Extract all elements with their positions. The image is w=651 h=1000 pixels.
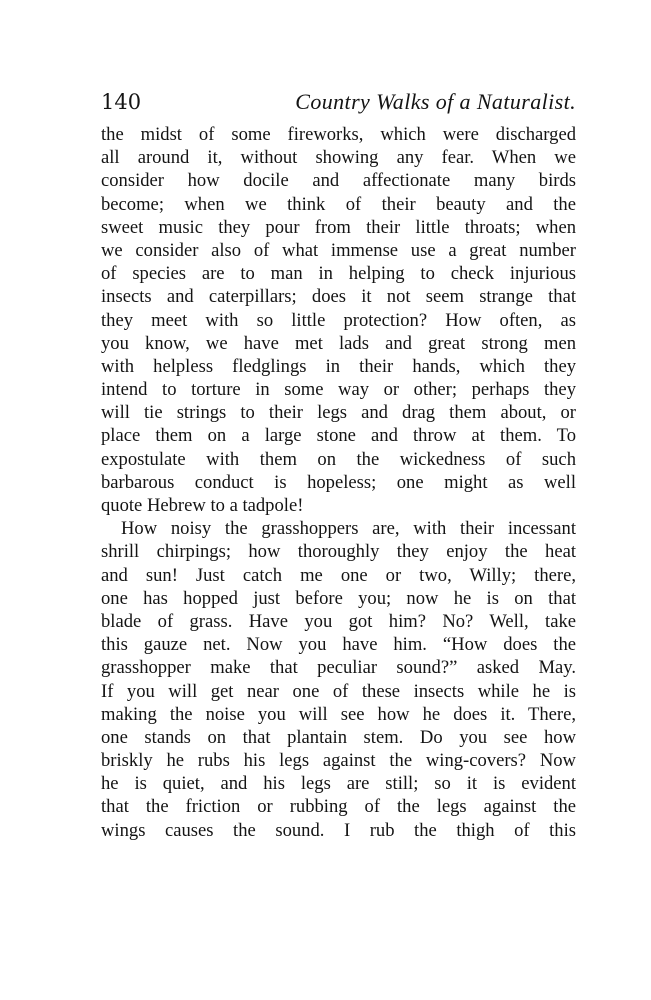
body-text xyxy=(101,123,576,842)
text-line: making the noise you will see how he does it. There, xyxy=(101,703,576,725)
text-line: barbarous conduct is hopeless; one might as well xyxy=(101,471,576,493)
text-line: and sun! Just catch me one or two, Willy; there, xyxy=(101,564,576,586)
running-title: Country Walks of a Naturalist. xyxy=(295,89,576,114)
text-line: he is quiet, and his legs are still; so it is evident xyxy=(101,773,576,795)
text-line: place them on a large stone and throw at them. To xyxy=(101,425,576,447)
text-line: all around it, without showing any fear. When we xyxy=(101,147,576,169)
text-line: consider how docile and affectionate many birds xyxy=(101,170,576,192)
text-line: expostulate with them on the wickedness of such xyxy=(101,448,576,470)
page-number: 140 xyxy=(101,90,142,114)
text-line: blade of grass. Have you got him? No? Well, take xyxy=(101,610,576,632)
text-line: that the friction or rubbing of the legs against the xyxy=(101,796,576,818)
text-line: with helpless fledglings in their hands, which they xyxy=(101,355,576,377)
text-line: of species are to man in helping to check injurious xyxy=(101,263,576,285)
running-head xyxy=(101,88,576,120)
text-line: grasshopper make that peculiar sound?” asked May. xyxy=(101,657,576,679)
text-line: we consider also of what immense use a great number xyxy=(101,239,576,261)
paragraph-end-line: quote Hebrew to a tadpole! xyxy=(101,495,304,516)
text-line: insects and caterpillars; does it not seem strange that xyxy=(101,286,576,308)
text-line: intend to torture in some way or other; perhaps they xyxy=(101,379,576,401)
text-line: If you will get near one of these insects while he is xyxy=(101,680,576,702)
text-line: wings causes the sound. I rub the thigh of this xyxy=(101,819,576,841)
text-line: they meet with so little protection? How often, as xyxy=(101,309,576,331)
text-line: the midst of some fireworks, which were discharged xyxy=(101,124,576,145)
text-line: become; when we think of their beauty and the xyxy=(101,193,576,215)
text-line: shrill chirpings; how thoroughly they enjoy the heat xyxy=(101,541,576,563)
text-line: this gauze net. Now you have him. “How does the xyxy=(101,634,576,656)
text-line: one stands on that plantain stem. Do you see how xyxy=(101,726,576,748)
text-line: sweet music they pour from their little throats; when xyxy=(101,216,576,238)
text-line: briskly he rubs his legs against the wing-covers? Now xyxy=(101,750,576,772)
text-line: one has hopped just before you; now he is on that xyxy=(101,587,576,609)
text-line: you know, we have met lads and great strong men xyxy=(101,332,576,354)
paragraph-first-line: How noisy the grasshoppers are, with their incessant xyxy=(121,518,576,540)
text-line: will tie strings to their legs and drag them about, or xyxy=(101,402,576,424)
